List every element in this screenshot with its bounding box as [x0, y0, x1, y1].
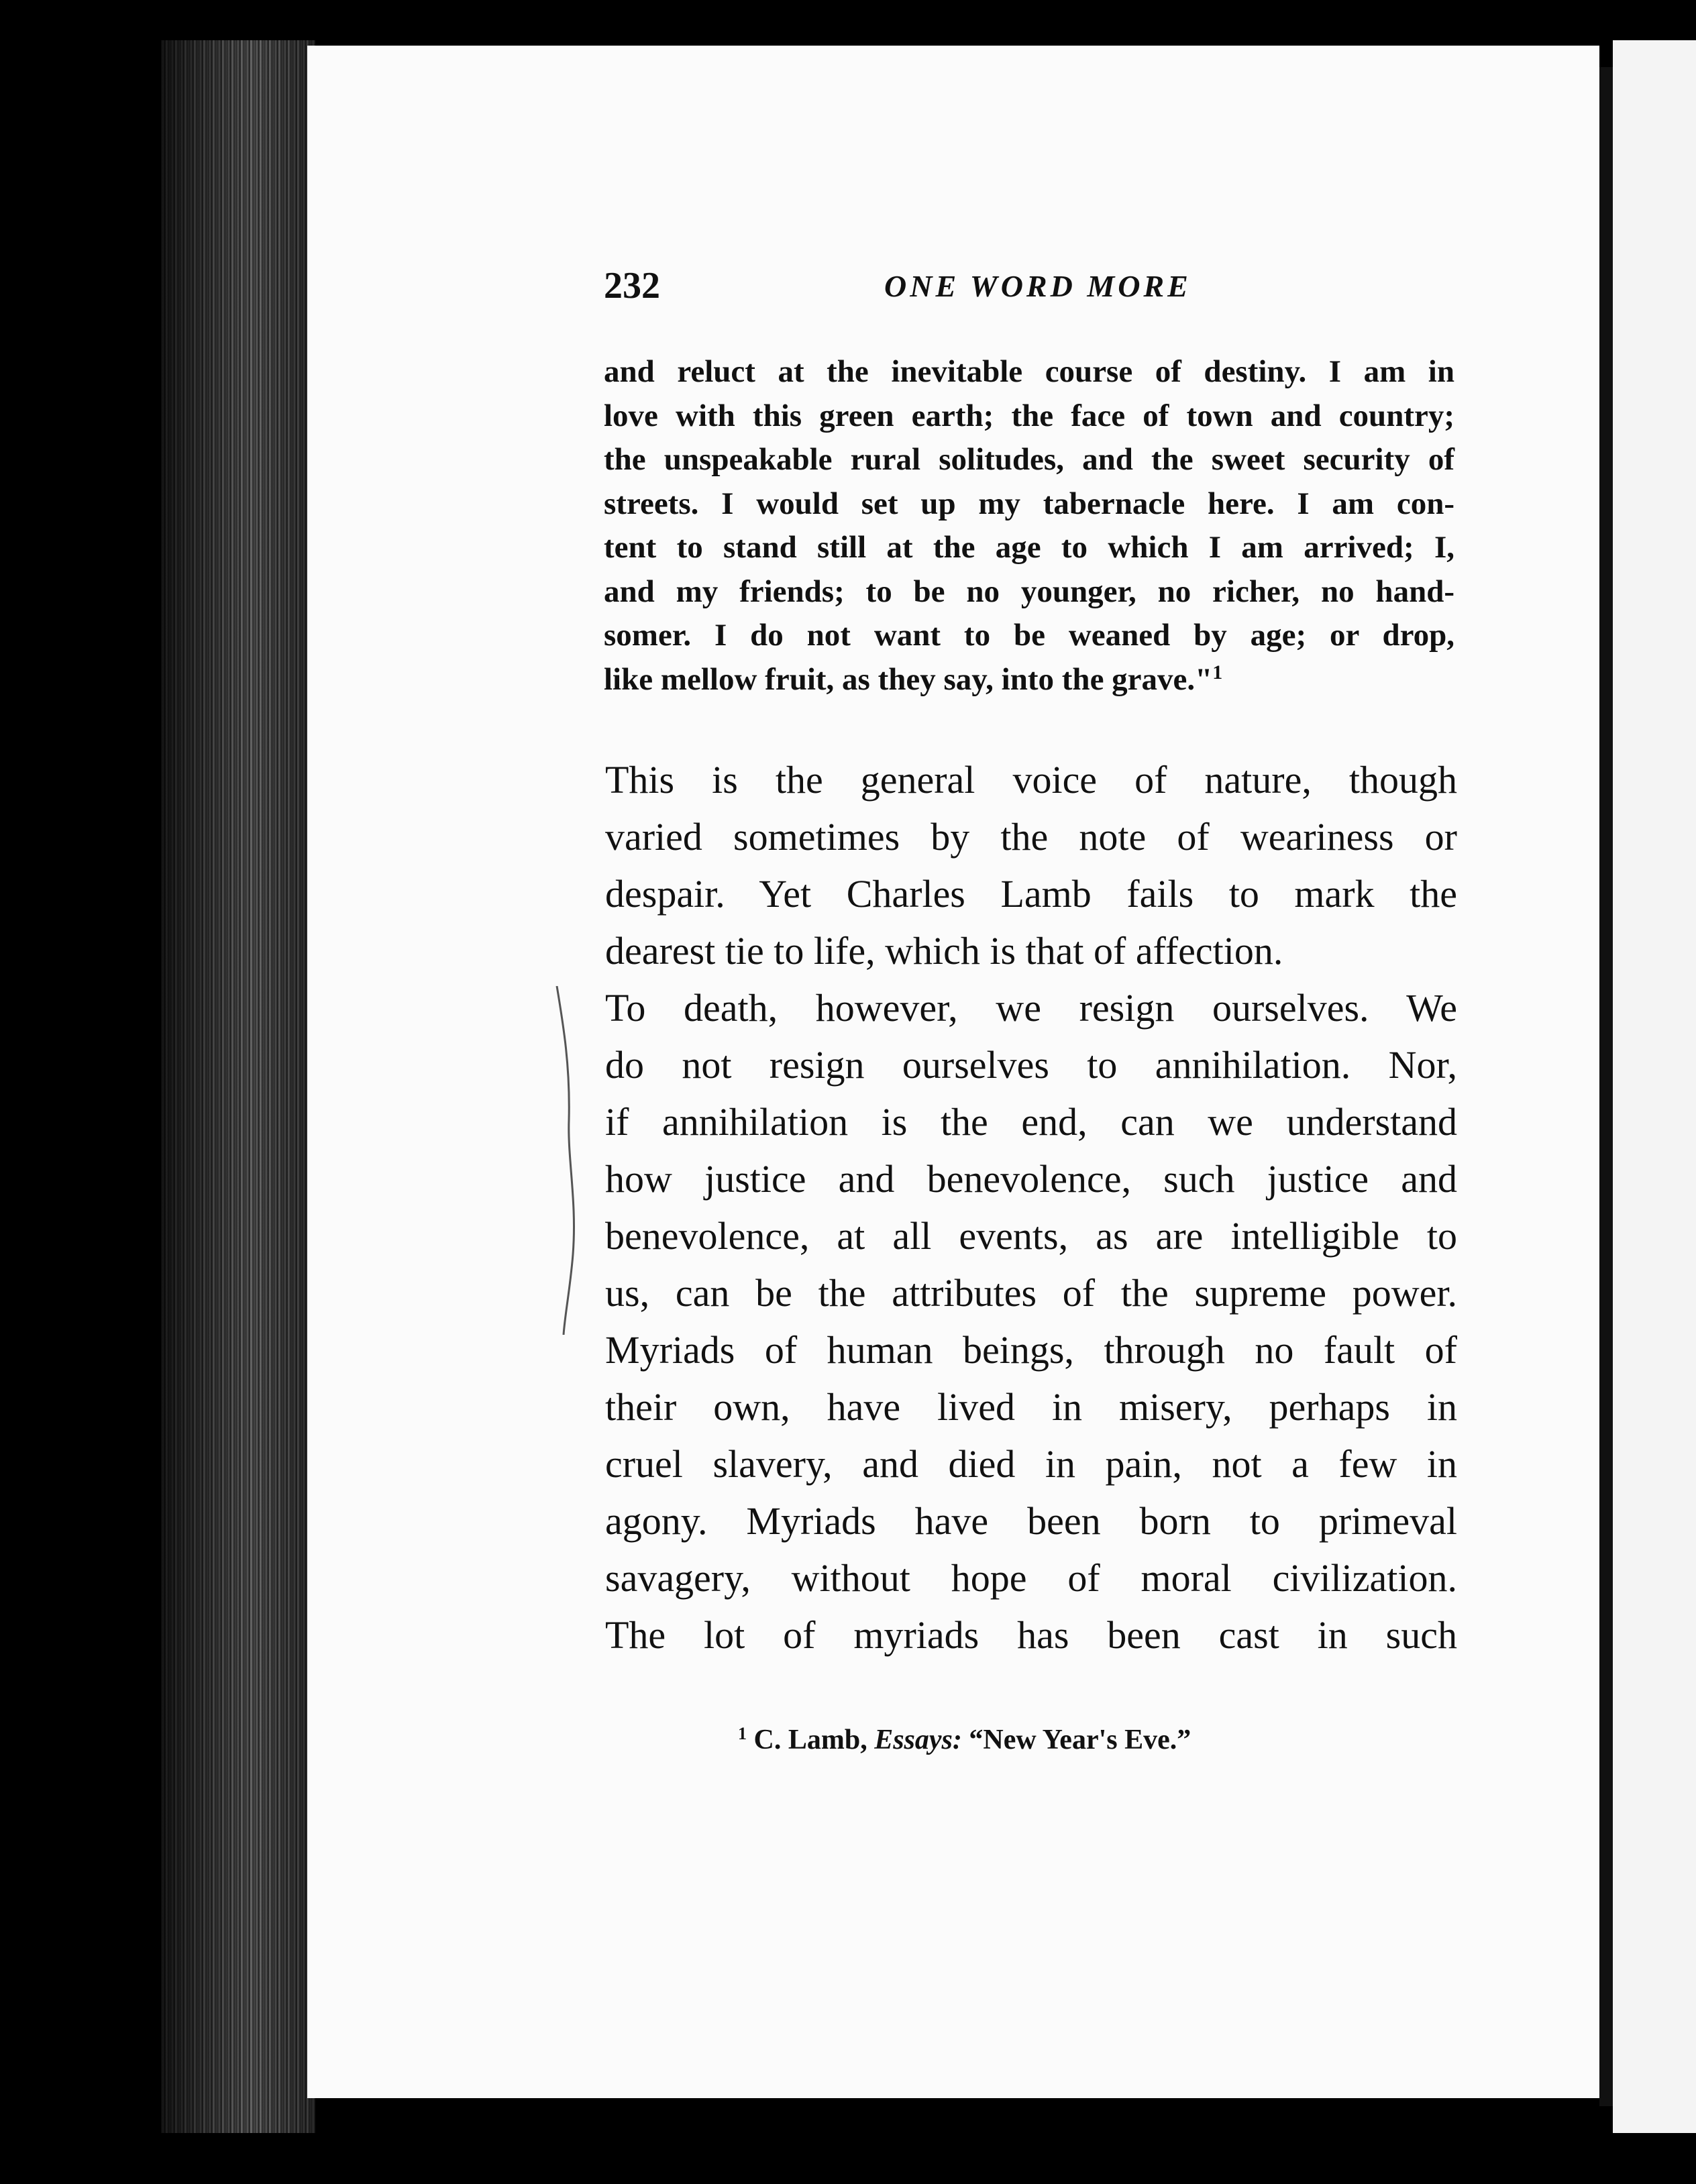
text-line: savagery, without hope of moral civilization. — [605, 1556, 1457, 1600]
text-line: cruel slavery, and died in pain, not a few in — [605, 1442, 1457, 1486]
text-line: Myriads of human beings, through no fault of — [605, 1328, 1457, 1372]
pencil-margin-mark — [550, 986, 590, 1335]
text-line: The lot of myriads has been cast in such — [605, 1613, 1457, 1657]
footnote-reference: 1 — [1212, 661, 1223, 684]
text-line: if annihilation is the end, can we understand — [605, 1100, 1457, 1144]
footnote — [738, 1724, 1409, 1756]
footnote-author: C. Lamb, — [753, 1725, 867, 1755]
quote-line: somer. I do not want to be weaned by age; or drop, — [604, 618, 1454, 653]
text-line: despair. Yet Charles Lamb fails to mark the — [605, 872, 1457, 916]
quote-line: tent to stand still at the age to which I am arrived; I, — [604, 530, 1454, 565]
text-line: do not resign ourselves to annihilation. Nor, — [605, 1043, 1457, 1087]
body-text — [605, 751, 1457, 1663]
quote-last-line — [604, 658, 1454, 702]
quote-line: streets. I would set up my tabernacle here. I am con- — [604, 486, 1454, 521]
text-line: dearest tie to life, which is that of affection. — [605, 929, 1283, 973]
text-line: varied sometimes by the note of weariness or — [605, 815, 1457, 859]
footnote-title: “New Year's Eve.” — [969, 1725, 1191, 1755]
adjacent-page-edge — [1613, 40, 1696, 2133]
footnote-marker: 1 — [738, 1724, 747, 1743]
text-line: how justice and benevolence, such justice and — [605, 1157, 1457, 1201]
text-line: us, can be the attributes of the supreme power. — [605, 1271, 1457, 1315]
text-line: their own, have lived in misery, perhaps in — [605, 1385, 1457, 1429]
quote-line: the unspeakable rural solitudes, and the sweet security of — [604, 442, 1454, 477]
running-head — [604, 264, 1456, 311]
page-gutter — [1599, 67, 1613, 2106]
fore-edge-shadow — [161, 40, 315, 2133]
quote-line: and my friends; to be no younger, no richer, no hand- — [604, 574, 1454, 609]
text-line: To death, however, we resign ourselves. We — [605, 986, 1457, 1030]
quote-line: like mellow fruit, as they say, into the grave." — [604, 661, 1213, 697]
text-line: benevolence, at all events, as are intelligible to — [605, 1214, 1457, 1258]
block-quote — [604, 350, 1454, 702]
text-line: agony. Myriads have been born to primeval — [605, 1499, 1457, 1543]
paragraph — [605, 979, 1457, 1663]
paragraph — [605, 751, 1457, 979]
page-number: 232 — [604, 265, 660, 307]
text-line: This is the general voice of nature, though — [605, 758, 1457, 802]
footnote-work: Essays: — [874, 1725, 962, 1755]
quote-line: love with this green earth; the face of town and country; — [604, 398, 1454, 433]
running-title: ONE WORD MORE — [884, 269, 1191, 303]
quote-line: and reluct at the inevitable course of destiny. I am in — [604, 354, 1454, 389]
